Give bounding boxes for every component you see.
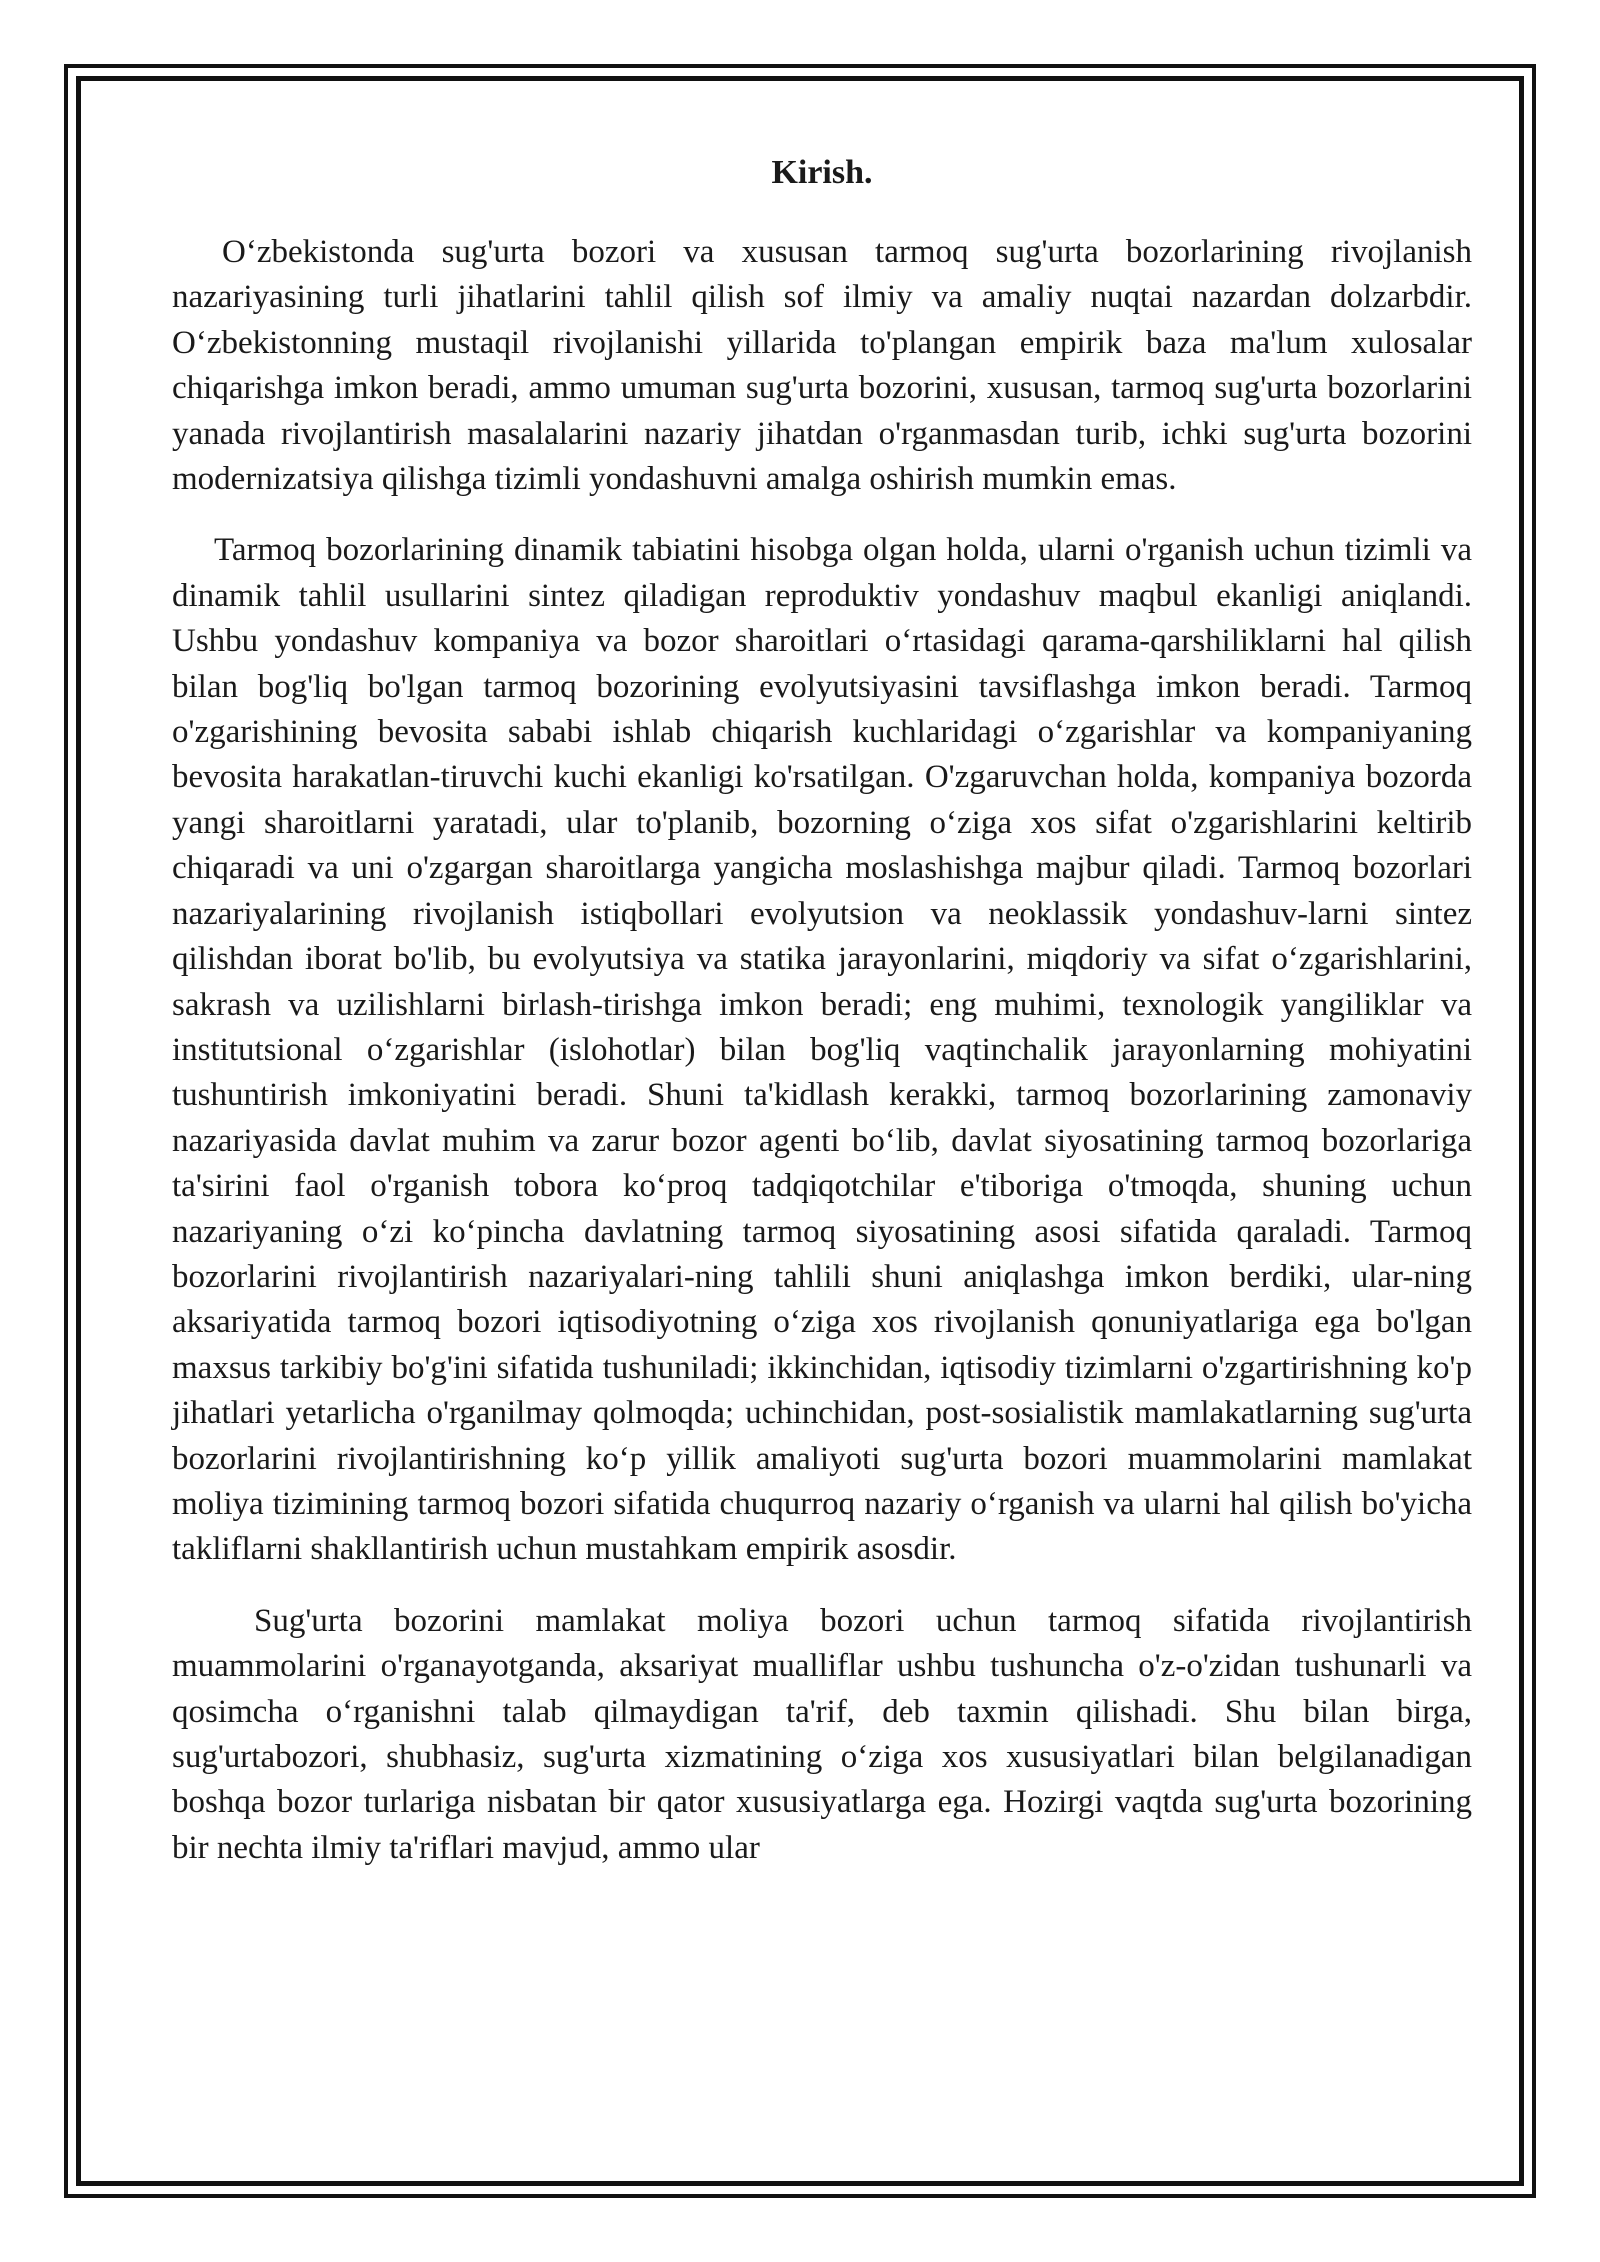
paragraph-2: Tarmoq bozorlarining dinamik tabiatini hisobga olgan holda, ularni o'rganish uchun tizimli va dinamik tahlil usullarini sintez qiladigan reproduktiv yondashuv maqbul ekanligi aniqlandi. Ushbu yondashuv kompaniya va bozor sharoitlari oʻrtasidagi qarama-qarshiliklarni hal qilish bilan bog'liq bo'lgan tarmoq bozorining evolyutsiyasini tavsiflashga imkon beradi. Tarmoq o'zgarishining bevosita sababi ishlab chiqarish kuchlaridagi oʻzgarishlar va kompaniyaning bevosita harakatlan-tiruvchi kuchi ekanligi ko'rsatilgan. O'zgaruvchan holda, kompaniya bozorda yangi sharoitlarni yaratadi, ular to'planib, bozorning oʻziga xos sifat o'zgarishlarini keltirib chiqaradi va uni o'zgargan sharoitlarga yangicha moslashishga majbur qiladi. Tarmoq bozorlari nazariyalarining rivojlanish istiqbollari evolyutsion va neoklassik yondashuv-larni sintez qilishdan iborat bo'lib, bu evolyutsiya va statika jarayonlarini, miqdoriy va sifat oʻzgarishlarini, sakrash va uzilishlarni birlash-tirishga imkon beradi; eng muhimi, texnologik yangiliklar va institutsional oʻzgarishlar (islohotlar) bilan bog'liq vaqtinchalik jarayonlarning mohiyatini tushuntirish imkoniyatini beradi. Shuni ta'kidlash kerakki, tarmoq bozorlarining zamonaviy nazariyasida davlat muhim va zarur bozor agenti boʻlib, davlat siyosatining tarmoq bozorlariga ta'sirini faol o'rganish tobora koʻproq tadqiqotchilar e'tiboriga o'tmoqda, shuning uchun nazariyaning oʻzi koʻpincha davlatning tarmoq siyosatining asosi sifatida qaraladi. Tarmoq bozorlarini rivojlantirish nazariyalari-ning tahlili shuni aniqlashga imkon berdiki, ular-ning aksariyatida tarmoq bozori iqtisodiyotning oʻziga xos rivojlanish qonuniyatlariga ega bo'lgan maxsus tarkibiy bo'g'ini sifatida tushuniladi; ikkinchidan, iqtisodiy tizimlarni o'zgartirishning ko'p jihatlari yetarlicha o'rganilmay qolmoqda; uchinchidan, post-sosialistik mamlakatlarning sug'urta bozorlarini rivojlantirishning koʻp yillik amaliyoti sug'urta bozori muammolarini mamlakat moliya tizimining tarmoq bozori sifatida chuqurroq nazariy oʻrganish va ularni hal qilish bo'yicha takliflarni shakllantirish uchun mustahkam empirik asosdir. (172, 532, 1472, 1568)
document-body (172, 150, 1472, 1897)
document-title: Kirish. (771, 154, 873, 191)
paragraph-1: Oʻzbekistonda sug'urta bozori va xususan tarmoq sug'urta bozorlarining rivojlanish nazariyasining turli jihatlarini tahlil qilish sof ilmiy va amaliy nuqtai nazardan dolzarbdir. Oʻzbekistonning mustaqil rivojlanishi yillarida to'plangan empirik baza ma'lum xulosalar chiqarishga imkon beradi, ammo umuman sug'urta bozorini, xususan, tarmoq sug'urta bozorlarini yanada rivojlantirish masalalarini nazariy jihatdan o'rganmasdan turib, ichki sug'urta bozorini modernizatsiya qilishga tizimli yondashuvni amalga oshirish mumkin emas. (172, 234, 1472, 498)
paragraph-3: Sug'urta bozorini mamlakat moliya bozori uchun tarmoq sifatida rivojlantirish muammolarini o'rganayotganda, aksariyat mualliflar ushbu tushuncha o'z-o'zidan tushunarli va qosimcha oʻrganishni talab qilmaydigan ta'rif, deb taxmin qilishadi. Shu bilan birga, sug'urtabozori, shubhasiz, sug'urta xizmatining oʻziga xos xususiyatlari bilan belgilanadigan boshqa bozor turlariga nisbatan bir qator xususiyatlarga ega. Hozirgi vaqtda sug'urta bozorining bir nechta ilmiy ta'riflari mavjud, ammo ular (172, 1602, 1472, 1866)
